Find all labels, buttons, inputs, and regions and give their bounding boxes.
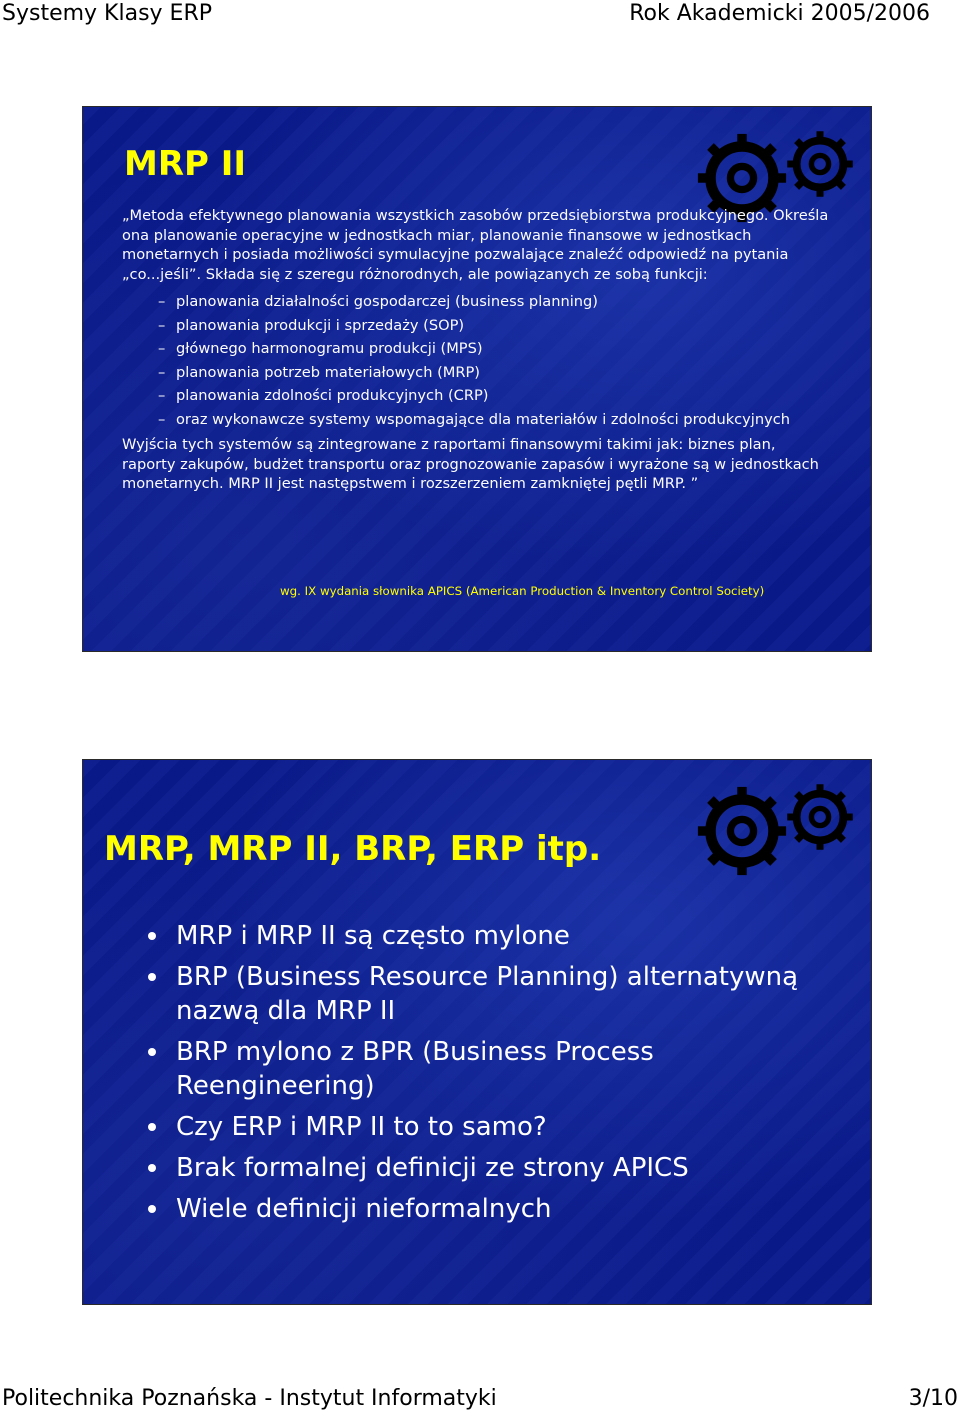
page-header (0, 0, 960, 30)
slide-mrp-ii (82, 106, 872, 652)
function-item (158, 292, 832, 312)
slide2-bullet-list (148, 919, 808, 1233)
slide1-intro-paragraph: „Metoda efektywnego planowania wszystkich zasobów przedsiębiorstwa produkcyjnego. Określa ona planowanie operacyjne w jednostkach miar, planowanie finansowe w jednostkach monetarnych i posiada możliwości symulacyjne pozwalające znaleźć odpowiedź na pytania „co...jeśli”. Składa się z szeregu różnorodnych, ale powiązanych ze sobą funkcji: (122, 207, 829, 283)
function-item-label: planowania zdolności produkcyjnych (CRP) (176, 387, 489, 404)
function-item (158, 339, 832, 359)
bullet-item (148, 1151, 808, 1185)
slide1-source-citation: wg. IX wydania słownika APICS (American Production & Inventory Control Society) (280, 584, 765, 598)
bullet-item (148, 960, 808, 1028)
function-item-label: głównego harmonogramu produkcji (MPS) (176, 340, 483, 357)
header-academic-year: Rok Akademicki 2005/2006 (629, 1, 930, 26)
function-item-label: planowania produkcji i sprzedaży (SOP) (176, 316, 465, 334)
slide1-closing-paragraph: Wyjścia tych systemów są zintegrowane z raportami finansowymi takimi jak: biznes plan, raporty zakupów, budżet transportu oraz prognozowanie zapasów i wyrażone są w jednostkach monetarnych. MRP II jest następstwem i rozszerzeniem zamkniętej pętli MRP. ” (122, 436, 819, 492)
bullet-item (148, 919, 808, 953)
bullet-text: BRP mylono z BPR (Business Process Reengineering) (176, 1037, 654, 1101)
bullet-text: Brak formalnej definicji ze strony APICS (176, 1153, 689, 1183)
slide1-title: MRP II (124, 144, 247, 184)
footer-institution: Politechnika Poznańska - Instytut Informatyki (2, 1386, 497, 1411)
bullet-text: Wiele definicji nieformalnych (176, 1194, 552, 1224)
function-item (158, 316, 832, 336)
slide-mrp-erp-comparison (82, 759, 872, 1305)
bullet-item (148, 1110, 808, 1144)
bullet-text: MRP i MRP II są często mylone (176, 921, 570, 951)
function-item (158, 363, 832, 383)
footer-page-number: 3/10 (908, 1386, 958, 1411)
function-item-label: planowania działalności gospodarczej (business planning) (176, 293, 598, 310)
bullet-text: BRP (Business Resource Planning) alternatywną nazwą dla MRP II (176, 962, 799, 1026)
function-item (158, 410, 832, 430)
bullet-dot-icon (148, 932, 156, 940)
slide2-title: MRP, MRP II, BRP, ERP itp. (104, 829, 602, 869)
bullet-dot-icon (148, 1205, 156, 1213)
bullet-dot-icon (148, 1164, 156, 1172)
function-item-label: oraz wykonawcze systemy wspomagające dla materiałów i zdolności produkcyjnych (176, 410, 791, 428)
slide1-body (122, 206, 832, 494)
gears-icon (682, 769, 872, 889)
bullet-text: Czy ERP i MRP II to to samo? (176, 1112, 547, 1142)
function-item (158, 386, 832, 406)
function-item-label: planowania potrzeb materiałowych (MRP) (176, 363, 480, 381)
header-course-title: Systemy Klasy ERP (2, 1, 212, 26)
function-list (158, 292, 832, 429)
page-footer (0, 1384, 960, 1416)
bullet-dot-icon (148, 1123, 156, 1131)
bullet-item (148, 1192, 808, 1226)
bullet-dot-icon (148, 973, 156, 981)
bullet-dot-icon (148, 1048, 156, 1056)
bullet-item (148, 1035, 808, 1103)
